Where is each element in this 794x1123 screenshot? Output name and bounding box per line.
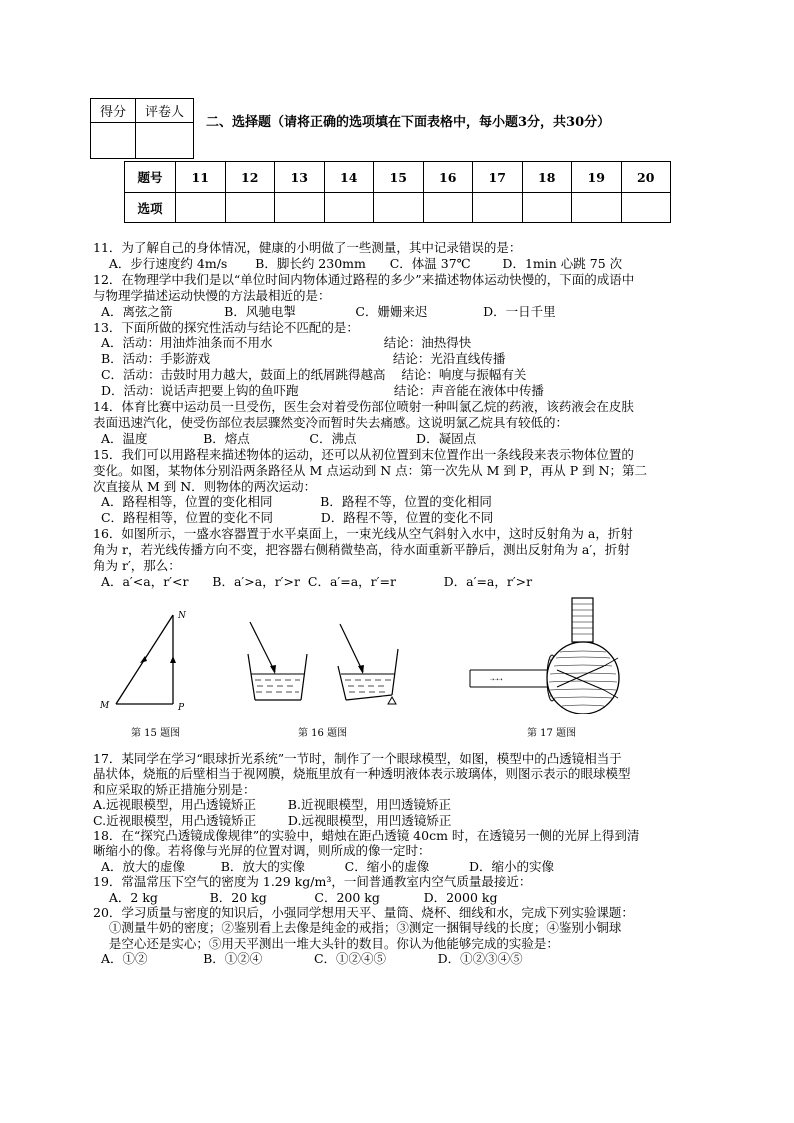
question-line: 14．体育比赛中运动员一旦受伤，医生会对着受伤部位喷射一种叫氯乙烷的药液，该药液会在皮肤 — [93, 399, 634, 414]
figure-16 — [242, 618, 412, 716]
question-number-14: 14 — [324, 162, 374, 193]
fig16-container-tilted — [338, 624, 398, 704]
answer-cell-15[interactable] — [374, 193, 424, 223]
question-number-15: 15 — [374, 162, 424, 193]
question-line: C.近视眼模型，用凸透镜矫正 D.远视眼模型，用凹透镜矫正 — [93, 812, 452, 828]
figure-17 — [462, 594, 630, 714]
fig16-ray-right — [340, 624, 363, 672]
fig17-caption: 第 17 题图 — [527, 728, 577, 739]
fig17-flask-neck — [572, 598, 593, 642]
question-line: A．a′<a，r′<r B．a′>a，r′>r C．a′=a，r′=r D．a′=a，r′>r — [93, 573, 533, 589]
question-line: A．活动：用油炸油条而不用水 结论：油热得快 — [93, 335, 472, 351]
question-line: 是空心还是实心；⑤用天平测出一堆大头针的数目。你认为他能够完成的实验是： — [93, 935, 559, 951]
question-line: 晶状体，烧瓶的后壁相当于视网膜，烧瓶里放有一种透明液体表示玻璃体，则图示表示的眼球模型 — [93, 766, 631, 782]
question-line: A．路程相等，位置的变化相同 B．路程不等，位置的变化相同 — [93, 494, 492, 510]
question-line: 18．在“探究凸透镜成像规律”的实验中，蜡烛在距凸透镜 40cm 时，在透镜另一侧的光屏上得到清 — [93, 828, 640, 843]
fig15-caption: 第 15 题图 — [131, 728, 181, 739]
answer-cell-14[interactable] — [324, 193, 374, 223]
question-line: A．2 kg B．20 kg C．200 kg D．2000 kg — [93, 889, 498, 905]
question-line: 12．在物理学中我们是以“单位时间内物体通过路程的多少”来描述物体运动快慢的，下面的成语中 — [93, 271, 635, 287]
question-number-16: 16 — [423, 162, 473, 193]
question-number-18: 18 — [522, 162, 572, 193]
answer-cell-13[interactable] — [275, 193, 325, 223]
score-cell[interactable] — [91, 123, 136, 159]
grader-cell[interactable] — [136, 123, 194, 159]
fig16-caption: 第 16 题图 — [298, 728, 348, 739]
question-line: ①测量牛奶的密度；②鉴别看上去像是纯金的戒指；③测定一捆铜导线的长度；④鉴别小铜球 — [93, 920, 622, 936]
answer-cell-20[interactable] — [621, 193, 671, 223]
label-p: P — [178, 703, 185, 713]
fig16-container-flat — [248, 622, 307, 700]
row-label-option: 选项 — [125, 193, 176, 223]
label-m: M — [100, 701, 110, 711]
fig16-ray-left — [250, 622, 275, 672]
figure-15 — [92, 604, 202, 716]
question-line: C．活动：击鼓时用力越大，鼓面上的纸屑跳得越高 结论：响度与振幅有关 — [93, 367, 527, 383]
score-label: 得分 — [91, 99, 136, 123]
question-line: 13．下面所做的探究性活动与结论不匹配的是： — [93, 319, 359, 335]
answer-cell-11[interactable] — [176, 193, 226, 223]
svg-text:⇢⇢⇢: ⇢⇢⇢ — [490, 677, 503, 683]
question-line: A．①② B．①②④ C．①②④⑤ D．①②③④⑤ — [93, 951, 523, 967]
section-title: 二、选择题（请将正确的选项填在下面表格中，每小题3分，共30分） — [206, 115, 611, 130]
question-line: B．活动：手影游戏 结论：光沿直线传播 — [93, 351, 506, 367]
fig16-wedge — [388, 697, 396, 704]
fig17-flask-bulb — [547, 642, 619, 714]
answer-cell-17[interactable] — [473, 193, 523, 223]
question-line: 20．学习质量与密度的知识后，小强同学想用天平、量筒、烧杯、细线和水，完成下列实验课题： — [93, 905, 634, 920]
row-label-number: 题号 — [125, 162, 176, 193]
question-line: 晰缩小的像。若将像与光屏的位置对调，则所成的像一定时： — [93, 843, 431, 859]
question-line: 角为 r，若光线传播方向不变，把容器右侧稍微垫高，待水面重新平静后，测出反射角为 a′，折射 — [93, 542, 630, 558]
question-line: 16．如图所示，一盛水容器置于水平桌面上，一束光线从空气斜射入水中，这时反射角为 a，折射 — [93, 526, 633, 542]
question-line: 和应采取的矫正措施分别是： — [93, 781, 256, 797]
question-line: 15．我们可以用路程来描述物体的运动，还可以从初位置到末位置作出一条线段来表示物体位置的 — [93, 446, 634, 462]
question-line: 与物理学描述运动快慢的方法最相近的是： — [93, 287, 331, 303]
question-line: A．步行速度约 4m/s B．脚长约 230mm C．体温 37℃ D．1min 心跳 75 次 — [93, 255, 623, 271]
answer-cell-12[interactable] — [225, 193, 275, 223]
question-line: 19．常温常压下空气的密度为 1.29 kg/m³，一间普通教室内空气质量最接近： — [93, 874, 532, 890]
question-number-19: 19 — [572, 162, 622, 193]
fig15-arrow-pn — [170, 656, 176, 663]
question-number-20: 20 — [621, 162, 671, 193]
question-number-12: 12 — [225, 162, 275, 193]
answer-cell-18[interactable] — [522, 193, 572, 223]
question-line: 角为 r′，那么： — [93, 558, 181, 573]
label-n: N — [178, 611, 186, 621]
question-line: A．放大的虚像 B．放大的实像 C．缩小的虚像 D．缩小的实像 — [93, 858, 554, 874]
question-line: A．温度 B．熔点 C．沸点 D．凝固点 — [93, 430, 477, 446]
question-line: 表面迅速汽化，使受伤部位表层骤然变冷而暂时失去痛感。这说明氯乙烷具有较低的： — [93, 414, 569, 430]
question-line: A.远视眼模型，用凸透镜矫正 B.近视眼模型，用凹透镜矫正 — [93, 797, 451, 813]
question-number-17: 17 — [473, 162, 523, 193]
answer-cell-19[interactable] — [572, 193, 622, 223]
question-line: 次直接从 M 到 N．则物体的两次运动： — [93, 478, 317, 494]
question-line: C．路程相等，位置的变化不同 D．路程不等，位置的变化不同 — [93, 510, 494, 526]
answer-cell-16[interactable] — [423, 193, 473, 223]
grader-label: 评卷人 — [136, 99, 194, 123]
score-box — [90, 98, 194, 159]
question-line: D．活动：说话声把要上钩的鱼吓跑 结论：声音能在液体中传播 — [93, 383, 544, 399]
question-number-13: 13 — [275, 162, 325, 193]
question-line: 17．某同学在学习“眼球折光系统”一节时，制作了一个眼球模型，如图，模型中的凸透镜相当于 — [93, 751, 622, 766]
answer-table — [124, 161, 671, 223]
question-number-11: 11 — [176, 162, 226, 193]
question-line: 11．为了解自己的身体情况，健康的小明做了一些测量，其中记录错误的是： — [93, 240, 522, 255]
question-line: 变化。如图，某物体分别沿两条路径从 M 点运动到 N 点：第一次先从 M 到 P，再从 P 到 N；第二 — [93, 462, 648, 478]
question-line: A．离弦之箭 B．风驰电掣 C．姗姗来迟 D．一日千里 — [93, 303, 556, 319]
